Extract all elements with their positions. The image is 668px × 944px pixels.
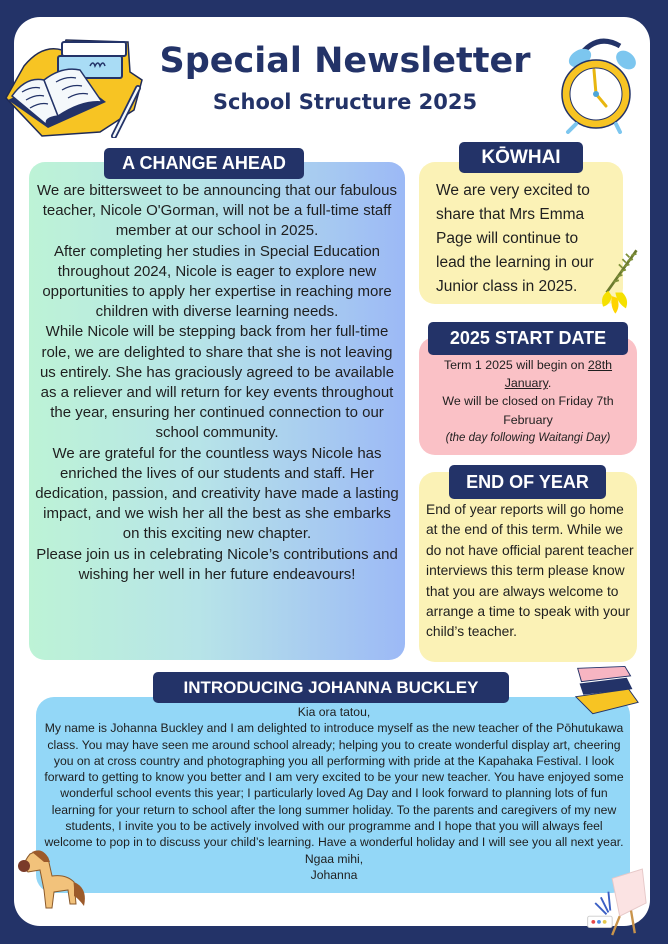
- end-of-year-heading: END OF YEAR: [449, 465, 606, 499]
- kowhai-text: We are very excited to share that Mrs Emma Page will continue to lead the learning in our Junior class in 2025.: [436, 182, 594, 295]
- change-ahead-paragraph: While Nicole will be stepping back from her full-time role, we are delighted to share that she is not leaving us entirely. She has graciously agreed to be available as a reliever and will return for key events throughout the year, ensuring her continued connection to our school community.: [39, 323, 395, 442]
- start-date-heading: 2025 START DATE: [428, 322, 628, 355]
- term-start-suffix: .: [547, 376, 552, 391]
- change-ahead-paragraph: After completing her studies in Special Education throughout 2024, Nicole is eager to explore new opportunities to apply her expertise in reaching more children with diverse learning needs.: [42, 242, 392, 321]
- change-ahead-paragraph: We are grateful for the countless ways Nicole has enriched the lives of our students and staff. Her dedication, passion, and creativity have made a lasting impact, and we wish her all the best as she embarks on this exciting new chapter.: [35, 444, 399, 543]
- term-start-prefix: Term 1 2025 will begin on: [443, 358, 588, 372]
- intro-signoff: Ngaa mihi,: [304, 851, 364, 866]
- change-ahead-paragraph: Please join us in celebrating Nicole’s contributions and wishing her well in her future endeavours!: [36, 545, 398, 583]
- change-ahead-heading: A CHANGE AHEAD: [104, 148, 304, 179]
- intro-letter: My name is Johanna Buckley and I am delighted to introduce myself as the new teacher of the Pōhutukawa class. You may have seen me around school already; helping you to create wonderful display art, cheering you on at cross country and photographing you all performing with pride at the Kapahaka Festival. I look forward to getting to know you better and I am very excited to be your new teacher. You have enjoyed some wonderful school events this year; I particularly loved Ag Day and I look forward to planning lots of fun learning for your return to school after the long summer holiday. To the parents and caregivers of my new students, I invite you to be actively involved with our programme and I hope that you will always feel welcome to pop in to discuss your child’s learning. Have a wonderful holiday and I will see you all next year.: [44, 721, 624, 850]
- alarm-clock-icon: [556, 34, 652, 134]
- closure-line: We will be closed on Friday 7th February: [442, 394, 614, 427]
- intro-name: Johanna: [310, 867, 358, 882]
- introducing-body: [40, 704, 628, 883]
- open-book-icon: [2, 36, 146, 138]
- intro-greeting: Kia ora tatou,: [297, 705, 371, 719]
- term-start-line: [424, 356, 632, 392]
- closure-note: (the day following Waitangi Day): [445, 431, 611, 444]
- newsletter-subtitle: School Structure 2025: [212, 90, 478, 114]
- start-date-body: [424, 356, 632, 447]
- change-ahead-body: [33, 181, 401, 585]
- change-ahead-paragraph: We are bittersweet to be announcing that our fabulous teacher, Nicole O'Gorman, will not be a full-time staff member at our school in 2025.: [37, 182, 397, 240]
- kowhai-heading: KŌWHAI: [459, 142, 583, 173]
- end-of-year-text: End of year reports will go home at the end of this term. While we do not have official parent teacher interviews this term please know that you are always welcome to arrange a time to speak with your child’s teacher.: [426, 502, 634, 640]
- introducing-heading: INTRODUCING JOHANNA BUCKLEY: [153, 672, 509, 703]
- term-start-date: 28th January: [504, 358, 613, 391]
- newsletter-title: Special Newsletter: [159, 41, 531, 81]
